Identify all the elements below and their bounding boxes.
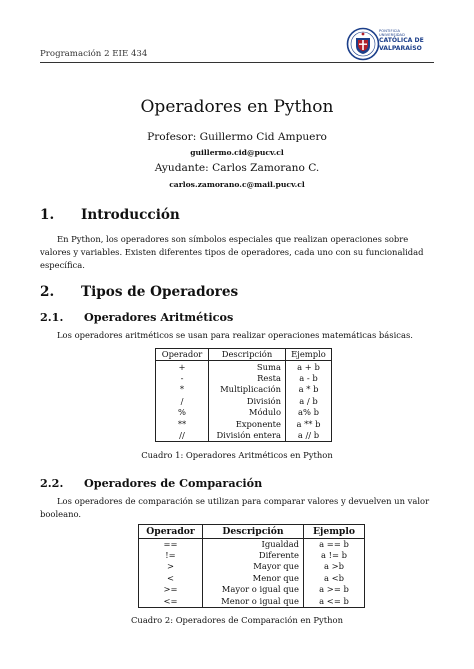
table-header-row: [139, 525, 365, 539]
example-cell: a >b: [304, 561, 365, 572]
subsection-heading-aritmeticos: [40, 310, 233, 324]
operator-cell: /: [156, 396, 209, 407]
section-title: Introducción: [81, 207, 180, 223]
description-cell: Multiplicación: [209, 384, 286, 395]
professor-email: guillermo.cid@pucv.cl: [190, 148, 284, 157]
table-row: [156, 361, 332, 373]
example-cell: a - b: [286, 373, 332, 384]
table-row: [139, 550, 365, 561]
operator-cell: **: [156, 418, 209, 429]
subsection-number: 2.2.: [40, 476, 64, 490]
description-cell: División entera: [209, 430, 286, 442]
description-cell: Menor que: [203, 573, 304, 584]
example-cell: a% b: [286, 407, 332, 418]
example-cell: a // b: [286, 430, 332, 442]
professor-line: Profesor: Guillermo Cid Ampuero: [147, 131, 327, 143]
logo-line-4: VALPARAÍSO: [379, 44, 422, 52]
table-row: [156, 396, 332, 407]
running-header: Programación 2 EIE 434: [40, 49, 148, 59]
document-title: Operadores en Python: [140, 97, 334, 117]
header-rule: [40, 62, 434, 63]
example-cell: a != b: [304, 550, 365, 561]
table-row: [139, 561, 365, 572]
description-cell: Suma: [209, 361, 286, 373]
description-cell: División: [209, 396, 286, 407]
table-row: [139, 538, 365, 550]
intro-text: En Python, los operadores son símbolos especiales que realizan operaciones sobre valores y variables. Existen diferentes tipos de operadores, cada uno con su funcionalidad específica.: [40, 234, 424, 270]
subsection-heading-comparacion: [40, 476, 262, 490]
university-seal-icon: [346, 27, 380, 61]
subsection-title: Operadores de Comparación: [84, 476, 263, 490]
university-logo: [346, 27, 436, 61]
operator-cell: !=: [139, 550, 203, 561]
column-header-descripcion: Descripción: [203, 525, 304, 539]
table-caption-2: Cuadro 2: Operadores de Comparación en Python: [131, 615, 343, 625]
table-row: [156, 407, 332, 418]
operator-cell: <: [139, 573, 203, 584]
description-cell: Exponente: [209, 418, 286, 429]
column-header-descripcion: Descripción: [209, 349, 286, 361]
comparacion-paragraph: [40, 495, 434, 521]
example-cell: a / b: [286, 396, 332, 407]
comparison-operators-table: [138, 524, 365, 608]
logo-line-2: UNIVERSIDAD: [379, 33, 405, 38]
table-row: [156, 430, 332, 442]
operator-cell: <=: [139, 595, 203, 607]
description-cell: Mayor que: [203, 561, 304, 572]
description-cell: Módulo: [209, 407, 286, 418]
assistant-line: Ayudante: Carlos Zamorano C.: [154, 162, 320, 174]
description-cell: Menor o igual que: [203, 595, 304, 607]
description-cell: Igualdad: [203, 538, 304, 550]
section-heading-introduccion: [40, 207, 180, 223]
operator-cell: -: [156, 373, 209, 384]
description-cell: Mayor o igual que: [203, 584, 304, 595]
table-row: [156, 418, 332, 429]
section-number: 2.: [40, 284, 55, 300]
section-title: Tipos de Operadores: [81, 284, 239, 300]
table-row: [156, 373, 332, 384]
table-caption-1: Cuadro 1: Operadores Aritméticos en Python: [141, 450, 333, 460]
operator-cell: %: [156, 407, 209, 418]
example-cell: a ** b: [286, 418, 332, 429]
logo-line-1: PONTIFICIA: [379, 29, 401, 33]
table-header-row: [156, 349, 332, 361]
assistant-email: carlos.zamorano.c@mail.pucv.cl: [169, 180, 305, 189]
table-row: [139, 595, 365, 607]
column-header-ejemplo: Ejemplo: [286, 349, 332, 361]
example-cell: a <= b: [304, 595, 365, 607]
comparacion-text: Los operadores de comparación se utilizan para comparar valores y devuelven un valor booleano.: [40, 496, 430, 519]
column-header-operador: Operador: [156, 349, 209, 361]
description-cell: Resta: [209, 373, 286, 384]
example-cell: a + b: [286, 361, 332, 373]
aritmeticos-text: Los operadores aritméticos se usan para realizar operaciones matemáticas básicas.: [57, 330, 413, 340]
operator-cell: +: [156, 361, 209, 373]
operator-cell: //: [156, 430, 209, 442]
section-number: 1.: [40, 207, 55, 223]
operator-cell: ==: [139, 538, 203, 550]
subsection-title: Operadores Aritméticos: [84, 310, 234, 324]
operator-cell: *: [156, 384, 209, 395]
example-cell: a >= b: [304, 584, 365, 595]
table-row: [139, 584, 365, 595]
aritmeticos-paragraph: [40, 329, 434, 342]
example-cell: a <b: [304, 573, 365, 584]
table-row: [156, 384, 332, 395]
example-cell: a * b: [286, 384, 332, 395]
column-header-operador: Operador: [139, 525, 203, 539]
arithmetic-operators-table: [155, 348, 332, 442]
section-heading-tipos: [40, 284, 238, 300]
example-cell: a == b: [304, 538, 365, 550]
subsection-number: 2.1.: [40, 310, 64, 324]
operator-cell: >=: [139, 584, 203, 595]
operator-cell: >: [139, 561, 203, 572]
table-row: [139, 573, 365, 584]
logo-line-3: CATÓLICA DE: [379, 37, 424, 45]
column-header-ejemplo: Ejemplo: [304, 525, 365, 539]
description-cell: Diferente: [203, 550, 304, 561]
intro-paragraph: [40, 233, 434, 271]
